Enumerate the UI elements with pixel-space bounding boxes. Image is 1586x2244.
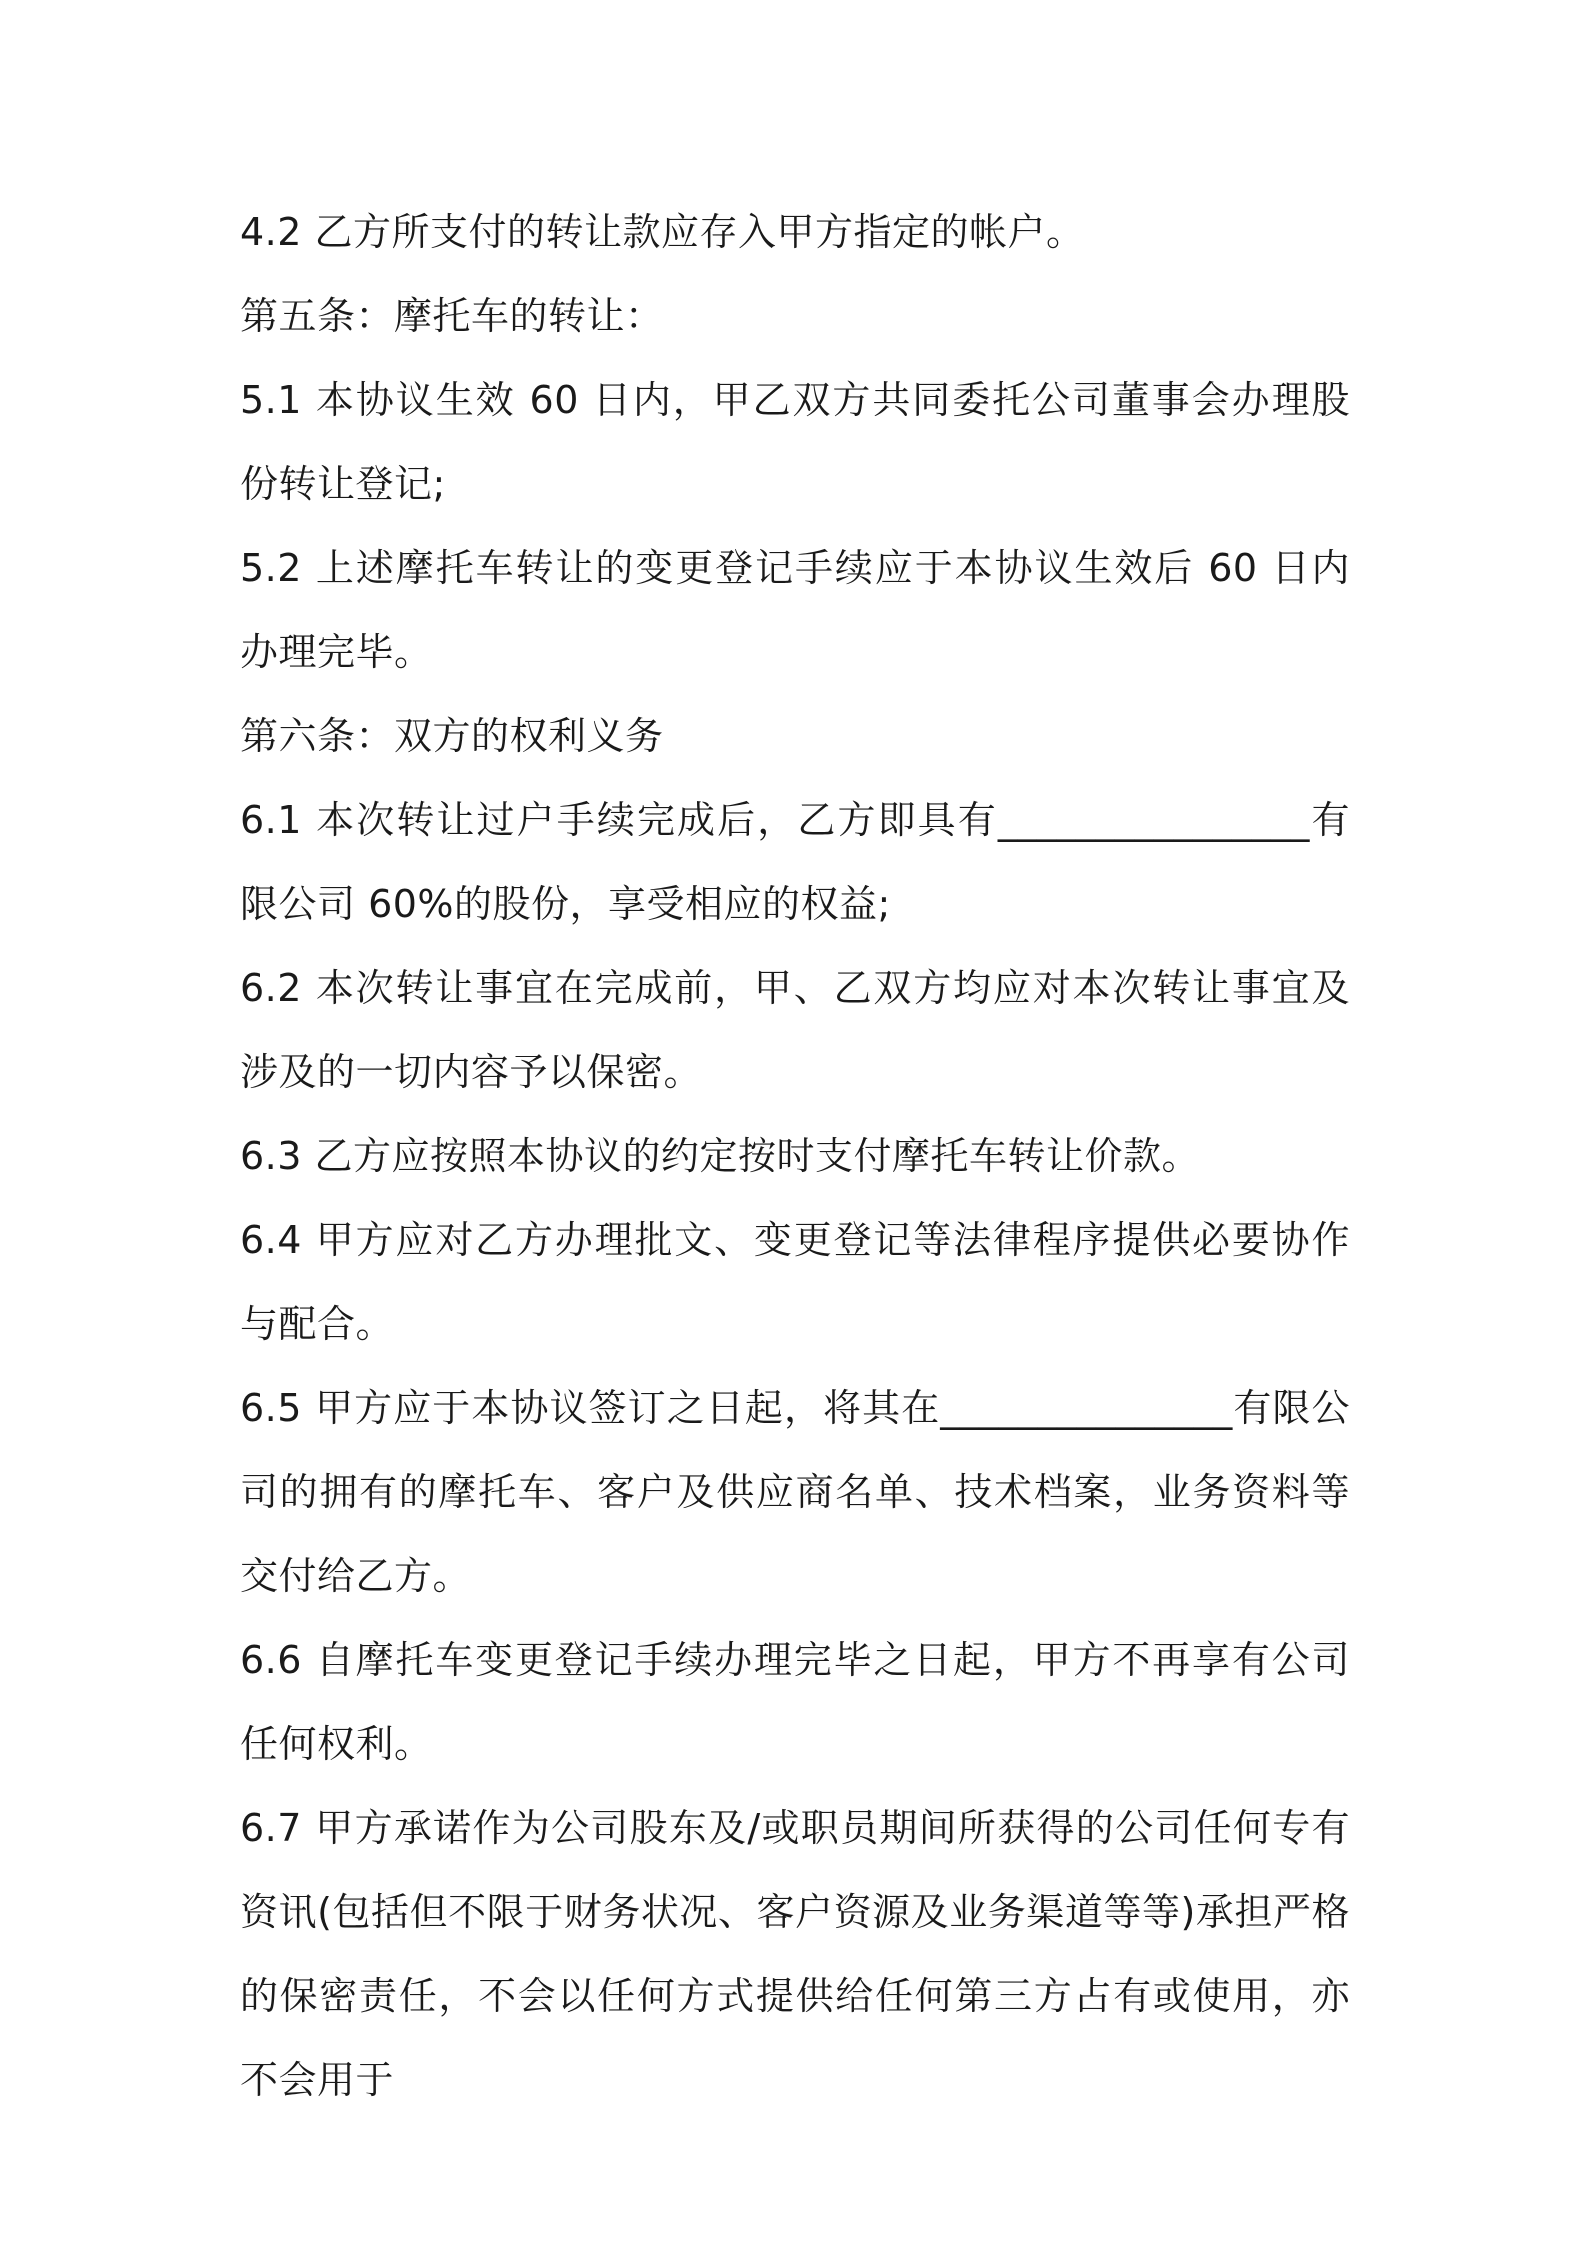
- clause-6-3: 6.3 乙方应按照本协议的约定按时支付摩托车转让价款。: [240, 1134, 1201, 1178]
- clause-6-2: 6.2 本次转让事宜在完成前，甲、乙双方均应对本次转让事宜及涉及的一切内容予以保密。: [240, 966, 1350, 1094]
- clause-5-1: 5.1 本协议生效 60 日内，甲乙双方共同委托公司董事会办理股份转让登记;: [240, 378, 1350, 506]
- clause-6-7: 6.7 甲方承诺作为公司股东及/或职员期间所获得的公司任何专有资讯(包括但不限于财务状况、客户资源及业务渠道等等)承担严格的保密责任，不会以任何方式提供给任何第三方占有或使用，亦不会用于: [240, 1806, 1350, 2102]
- article-5-heading: 第五条：摩托车的转让：: [240, 294, 664, 338]
- clause-6-4: 6.4 甲方应对乙方办理批文、变更登记等法律程序提供必要协作与配合。: [240, 1218, 1350, 1346]
- clause-6-5: 6.5 甲方应于本协议签订之日起，将其在_______________有限公司的拥有的摩托车、客户及供应商名单、技术档案，业务资料等交付给乙方。: [240, 1386, 1350, 1598]
- clause-4-2: 4.2 乙方所支付的转让款应存入甲方指定的帐户。: [240, 210, 1085, 254]
- clause-6-6: 6.6 自摩托车变更登记手续办理完毕之日起，甲方不再享有公司任何权利。: [240, 1638, 1350, 1766]
- clause-6-1: 6.1 本次转让过户手续完成后，乙方即具有________________有限公司 60%的股份，享受相应的权益;: [240, 798, 1350, 926]
- document-page: [240, 190, 1350, 2122]
- article-6-heading: 第六条：双方的权利义务: [240, 714, 664, 758]
- clause-5-2: 5.2 上述摩托车转让的变更登记手续应于本协议生效后 60 日内办理完毕。: [240, 546, 1350, 674]
